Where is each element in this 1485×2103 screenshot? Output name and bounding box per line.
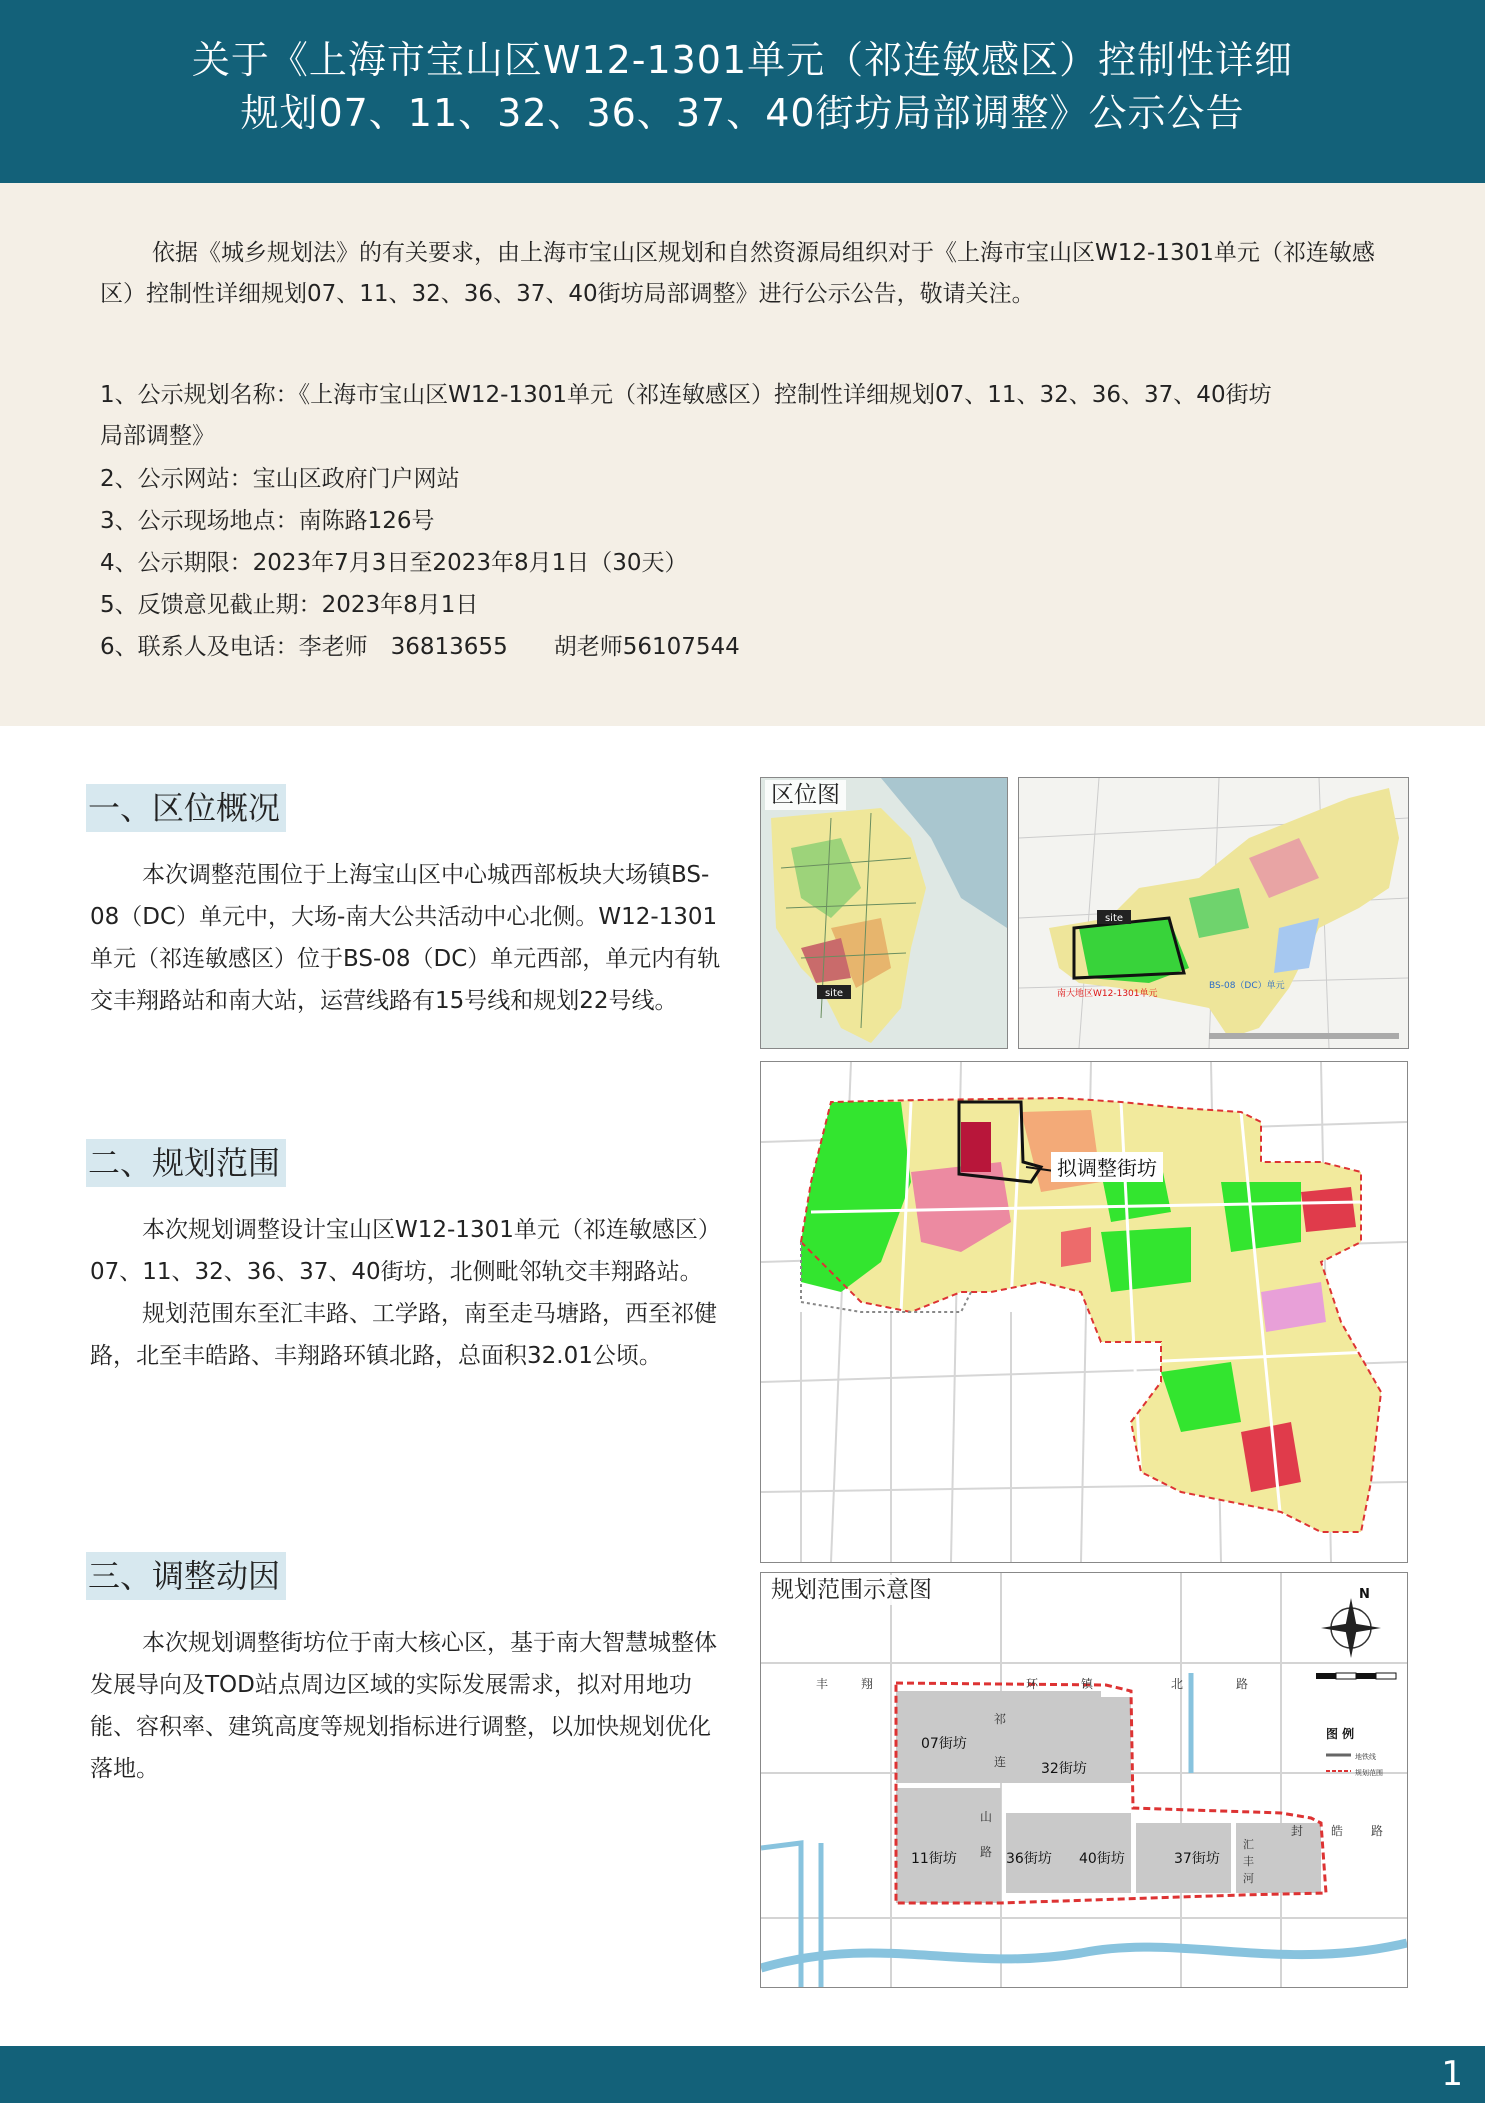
city-map-graphic (761, 778, 1007, 1048)
notice-item: 1、公示规划名称：《上海市宝山区W12-1301单元（祁连敏感区）控制性详细规划07、11、32、36、37、40街坊 (100, 382, 1272, 408)
notice-box (0, 183, 1485, 726)
location-map-label: 区位图 (765, 780, 846, 810)
road-label: 镇 (1081, 1677, 1094, 1691)
site-label: site (824, 988, 844, 999)
location-map-unit (1018, 777, 1409, 1049)
legend-title: 图 例 (1326, 1727, 1355, 1741)
page-number: 1 (1441, 2054, 1463, 2094)
header-banner (0, 0, 1485, 183)
section-title-range: 二、规划范围 (86, 1139, 286, 1187)
section-text-range (90, 1209, 730, 1377)
section-text-reason (90, 1622, 730, 1790)
landuse-map-graphic (761, 1062, 1407, 1562)
notice-item: 5、反馈意见截止期：2023年8月1日 (100, 592, 479, 618)
notice-item: 2、公示网站：宝山区政府门户网站 (100, 466, 460, 492)
section-title-location: 一、区位概况 (86, 784, 286, 832)
road-label: 丰 (1243, 1855, 1254, 1868)
road-label: 汇 (1243, 1838, 1254, 1851)
range-map (760, 1572, 1408, 1988)
north-arrow-icon (1321, 1587, 1381, 1658)
notice-item: 6、联系人及电话：李老师 36813655 胡老师56107544 (100, 634, 740, 660)
road-label: 翔 (861, 1677, 874, 1691)
road-label: 北 (1171, 1677, 1184, 1691)
north-label: N (1359, 1587, 1370, 1602)
road-label: 连 (994, 1755, 1007, 1769)
unit-label: 南大地区W12-1301单元 (1057, 989, 1158, 999)
paragraph: 本次规划调整设计宝山区W12-1301单元（祁连敏感区）07、11、32、36、37、40街坊，北侧毗邻轨交丰翔路站。 (90, 1217, 721, 1285)
road-label: 丰 (816, 1677, 829, 1691)
scale-bar (1316, 1673, 1396, 1679)
title-line-2: 规划07、11、32、36、37、40街坊局部调整》公示公告 (240, 91, 1245, 135)
legend-item: 规划范围 (1355, 1769, 1383, 1777)
range-map-label: 规划范围示意图 (765, 1575, 938, 1605)
paragraph: 规划范围东至汇丰路、工学路，南至走马塘路，西至祁健路，北至丰皓路、丰翔路环镇北路，总面积32.01公顷。 (90, 1301, 717, 1369)
road-label: 路 (1236, 1677, 1249, 1691)
block-label: 37街坊 (1174, 1851, 1220, 1867)
footer-bar (0, 2046, 1485, 2103)
block-label: 36街坊 (1006, 1851, 1052, 1867)
road-label: 路 (1371, 1824, 1384, 1838)
landuse-map (760, 1061, 1408, 1563)
notice-item: 3、公示现场地点：南陈路126号 (100, 508, 435, 534)
site-label: site (1104, 913, 1124, 924)
paragraph: 本次调整范围位于上海宝山区中心城西部板块大场镇BS-08（DC）单元中，大场-南大公共活动中心北侧。W12-1301单元（祁连敏感区）位于BS-08（DC）单元西部，单元内有轨交丰翔路站和南大站，运营线路有15号线和规划22号线。 (90, 862, 721, 1014)
range-map-graphic (761, 1573, 1407, 1987)
road-label: 封 (1291, 1824, 1304, 1838)
title-line-1: 关于《上海市宝山区W12-1301单元（祁连敏感区）控制性详细 (191, 38, 1294, 82)
location-map-city (760, 777, 1008, 1049)
unit-map-graphic (1019, 778, 1408, 1048)
block-label: 32街坊 (1041, 1761, 1087, 1777)
section-text-location (90, 854, 730, 1022)
paragraph: 本次规划调整街坊位于南大核心区，基于南大智慧城整体发展导向及TOD站点周边区域的实际发展需求，拟对用地功能、容积率、建筑高度等规划指标进行调整，以加快规划优化落地。 (90, 1630, 717, 1782)
road-label: 山 (980, 1810, 993, 1824)
notice-item: 4、公示期限：2023年7月3日至2023年8月1日（30天） (100, 550, 688, 576)
dc-label: BS-08（DC）单元 (1209, 981, 1285, 991)
notice-intro: 依据《城乡规划法》的有关要求，由上海市宝山区规划和自然资源局组织对于《上海市宝山区W12-1301单元（祁连敏感区）控制性详细规划07、11、32、36、37、40街坊局部调整》进行公示公告，敬请关注。 (100, 240, 1375, 307)
section-title-reason: 三、调整动因 (86, 1552, 286, 1600)
road-label: 祁 (994, 1712, 1007, 1726)
notice-item: 局部调整》 (100, 423, 215, 449)
road-label: 皓 (1331, 1824, 1344, 1838)
block-label: 11街坊 (911, 1851, 957, 1867)
block-label: 40街坊 (1079, 1851, 1125, 1867)
road-label: 路 (980, 1845, 993, 1859)
road-label: 河 (1243, 1872, 1254, 1885)
block-label: 07街坊 (921, 1736, 967, 1752)
road-label: 环 (1026, 1677, 1039, 1691)
adjust-label: 拟调整街坊 (1057, 1156, 1157, 1180)
legend-item: 地铁线 (1355, 1753, 1376, 1761)
